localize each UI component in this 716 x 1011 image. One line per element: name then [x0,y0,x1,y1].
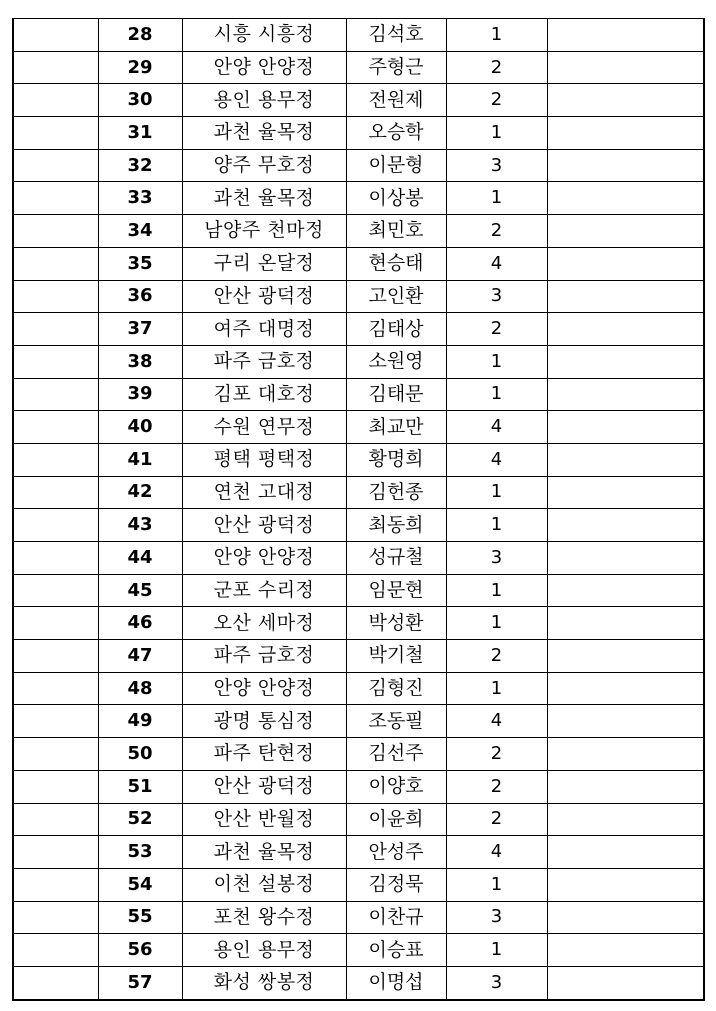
blank-cell-left [13,411,98,444]
member-name-cell: 김헌종 [346,476,446,509]
blank-cell-left [13,738,98,771]
table-row [13,868,704,901]
member-name-cell: 이상봉 [346,182,446,215]
blank-cell-right [547,215,704,248]
blank-cell-right [547,901,704,934]
count-cell: 1 [446,607,547,640]
entry-number-cell: 50 [98,738,182,771]
table-row [13,149,704,182]
count-cell: 1 [446,934,547,967]
club-location-cell: 시흥 시흥정 [182,19,346,52]
table-row [13,705,704,738]
blank-cell-right [547,411,704,444]
blank-cell-right [547,966,704,999]
entry-number-cell: 48 [98,672,182,705]
count-cell: 1 [446,182,547,215]
count-cell: 1 [446,672,547,705]
blank-cell-right [547,803,704,836]
member-name-cell: 이명섭 [346,966,446,999]
table-row [13,542,704,575]
table-row [13,836,704,869]
member-name-cell: 김선주 [346,738,446,771]
club-location-cell: 용인 용무정 [182,84,346,117]
entry-number-cell: 57 [98,966,182,999]
entry-number-cell: 49 [98,705,182,738]
entry-number-cell: 32 [98,149,182,182]
member-name-cell: 이문형 [346,149,446,182]
member-name-cell: 이윤희 [346,803,446,836]
member-name-cell: 최교만 [346,411,446,444]
count-cell: 2 [446,803,547,836]
member-name-cell: 김정묵 [346,868,446,901]
blank-cell-right [547,705,704,738]
entry-number-cell: 54 [98,868,182,901]
blank-cell-right [547,51,704,84]
count-cell: 1 [446,476,547,509]
table-row [13,476,704,509]
entry-number-cell: 33 [98,182,182,215]
blank-cell-right [547,84,704,117]
table-row [13,509,704,542]
member-name-cell: 김태상 [346,313,446,346]
table-row [13,84,704,117]
club-location-cell: 여주 대명정 [182,313,346,346]
table-row [13,803,704,836]
count-cell: 2 [446,640,547,673]
entry-number-cell: 39 [98,378,182,411]
blank-cell-right [547,247,704,280]
entry-number-cell: 30 [98,84,182,117]
blank-cell-left [13,607,98,640]
entry-number-cell: 38 [98,345,182,378]
count-cell: 3 [446,542,547,575]
count-cell: 4 [446,443,547,476]
club-location-cell: 안산 광덕정 [182,770,346,803]
blank-cell-left [13,901,98,934]
blank-cell-left [13,313,98,346]
blank-cell-right [547,836,704,869]
blank-cell-left [13,215,98,248]
count-cell: 3 [446,966,547,999]
blank-cell-right [547,509,704,542]
entry-number-cell: 29 [98,51,182,84]
blank-cell-left [13,182,98,215]
table-row [13,770,704,803]
count-cell: 2 [446,738,547,771]
club-location-cell: 오산 세마정 [182,607,346,640]
entry-number-cell: 56 [98,934,182,967]
count-cell: 2 [446,215,547,248]
blank-cell-left [13,443,98,476]
blank-cell-left [13,117,98,150]
member-name-cell: 황명희 [346,443,446,476]
blank-cell-right [547,934,704,967]
table-row [13,640,704,673]
table-row [13,901,704,934]
table-row [13,215,704,248]
member-name-cell: 이양호 [346,770,446,803]
blank-cell-left [13,345,98,378]
member-name-cell: 이승표 [346,934,446,967]
club-location-cell: 포천 왕수정 [182,901,346,934]
count-cell: 1 [446,19,547,52]
blank-cell-left [13,966,98,999]
blank-cell-right [547,149,704,182]
member-name-cell: 최민호 [346,215,446,248]
entry-number-cell: 51 [98,770,182,803]
blank-cell-left [13,51,98,84]
count-cell: 3 [446,149,547,182]
table-row [13,574,704,607]
blank-cell-right [547,182,704,215]
club-location-cell: 과천 율목정 [182,836,346,869]
club-location-cell: 안양 안양정 [182,542,346,575]
club-location-cell: 화성 쌍봉정 [182,966,346,999]
count-cell: 4 [446,836,547,869]
club-location-cell: 안산 광덕정 [182,280,346,313]
blank-cell-right [547,738,704,771]
blank-cell-left [13,19,98,52]
table-row [13,280,704,313]
entry-number-cell: 28 [98,19,182,52]
entry-number-cell: 46 [98,607,182,640]
count-cell: 3 [446,901,547,934]
member-name-cell: 성규철 [346,542,446,575]
blank-cell-left [13,280,98,313]
count-cell: 4 [446,411,547,444]
table-row [13,443,704,476]
entry-number-cell: 53 [98,836,182,869]
blank-cell-left [13,672,98,705]
blank-cell-left [13,476,98,509]
blank-cell-left [13,509,98,542]
member-name-cell: 현승태 [346,247,446,280]
count-cell: 2 [446,313,547,346]
count-cell: 4 [446,247,547,280]
blank-cell-right [547,313,704,346]
count-cell: 1 [446,868,547,901]
member-name-cell: 박기철 [346,640,446,673]
count-cell: 1 [446,345,547,378]
table-row [13,313,704,346]
entry-number-cell: 55 [98,901,182,934]
blank-cell-left [13,640,98,673]
blank-cell-left [13,836,98,869]
blank-cell-right [547,19,704,52]
club-location-cell: 파주 탄현정 [182,738,346,771]
blank-cell-right [547,868,704,901]
entry-number-cell: 31 [98,117,182,150]
member-name-cell: 이찬규 [346,901,446,934]
blank-cell-left [13,378,98,411]
blank-cell-right [547,672,704,705]
member-name-cell: 임문현 [346,574,446,607]
table-row [13,607,704,640]
club-location-cell: 수원 연무정 [182,411,346,444]
club-location-cell: 안산 반월정 [182,803,346,836]
blank-cell-right [547,345,704,378]
count-cell: 3 [446,280,547,313]
blank-cell-left [13,574,98,607]
blank-cell-left [13,705,98,738]
member-name-cell: 조동필 [346,705,446,738]
entry-number-cell: 45 [98,574,182,607]
count-cell: 1 [446,378,547,411]
member-name-cell: 주형근 [346,51,446,84]
club-location-cell: 광명 통심정 [182,705,346,738]
blank-cell-left [13,934,98,967]
table-row [13,966,704,999]
member-name-cell: 오승학 [346,117,446,150]
member-name-cell: 고인환 [346,280,446,313]
blank-cell-right [547,607,704,640]
member-name-cell: 김형진 [346,672,446,705]
entry-number-cell: 43 [98,509,182,542]
member-name-cell: 안성주 [346,836,446,869]
club-location-cell: 구리 온달정 [182,247,346,280]
blank-cell-right [547,640,704,673]
count-cell: 1 [446,117,547,150]
blank-cell-right [547,378,704,411]
table-row [13,51,704,84]
club-location-cell: 군포 수리정 [182,574,346,607]
club-location-cell: 남양주 천마정 [182,215,346,248]
table-row [13,411,704,444]
entry-number-cell: 36 [98,280,182,313]
member-name-cell: 김태문 [346,378,446,411]
count-cell: 1 [446,574,547,607]
club-location-cell: 김포 대호정 [182,378,346,411]
table-row [13,378,704,411]
blank-cell-right [547,117,704,150]
table-row [13,182,704,215]
member-name-cell: 최동희 [346,509,446,542]
blank-cell-right [547,770,704,803]
member-name-cell: 김석호 [346,19,446,52]
entry-number-cell: 41 [98,443,182,476]
blank-cell-right [547,476,704,509]
blank-cell-left [13,868,98,901]
roster-table [12,18,705,1001]
table-row [13,934,704,967]
entry-number-cell: 40 [98,411,182,444]
entry-number-cell: 52 [98,803,182,836]
club-location-cell: 파주 금호정 [182,640,346,673]
blank-cell-left [13,247,98,280]
blank-cell-right [547,542,704,575]
entry-number-cell: 37 [98,313,182,346]
entry-number-cell: 44 [98,542,182,575]
club-location-cell: 파주 금호정 [182,345,346,378]
club-location-cell: 과천 율목정 [182,182,346,215]
table-row [13,19,704,52]
club-location-cell: 양주 무호정 [182,149,346,182]
blank-cell-left [13,803,98,836]
club-location-cell: 이천 설봉정 [182,868,346,901]
table-row [13,738,704,771]
count-cell: 2 [446,770,547,803]
entry-number-cell: 42 [98,476,182,509]
member-name-cell: 전원제 [346,84,446,117]
blank-cell-left [13,542,98,575]
count-cell: 2 [446,51,547,84]
club-location-cell: 용인 용무정 [182,934,346,967]
entry-number-cell: 35 [98,247,182,280]
table-row [13,117,704,150]
table-row [13,247,704,280]
club-location-cell: 평택 평택정 [182,443,346,476]
count-cell: 4 [446,705,547,738]
blank-cell-right [547,280,704,313]
blank-cell-right [547,443,704,476]
blank-cell-left [13,770,98,803]
entry-number-cell: 47 [98,640,182,673]
roster-table-body [13,19,704,1000]
member-name-cell: 박성환 [346,607,446,640]
count-cell: 1 [446,509,547,542]
blank-cell-left [13,84,98,117]
club-location-cell: 안양 안양정 [182,672,346,705]
table-row [13,345,704,378]
blank-cell-right [547,574,704,607]
count-cell: 2 [446,84,547,117]
club-location-cell: 연천 고대정 [182,476,346,509]
member-name-cell: 소원영 [346,345,446,378]
club-location-cell: 안양 안양정 [182,51,346,84]
blank-cell-left [13,149,98,182]
club-location-cell: 안산 광덕정 [182,509,346,542]
table-row [13,672,704,705]
entry-number-cell: 34 [98,215,182,248]
club-location-cell: 과천 율목정 [182,117,346,150]
